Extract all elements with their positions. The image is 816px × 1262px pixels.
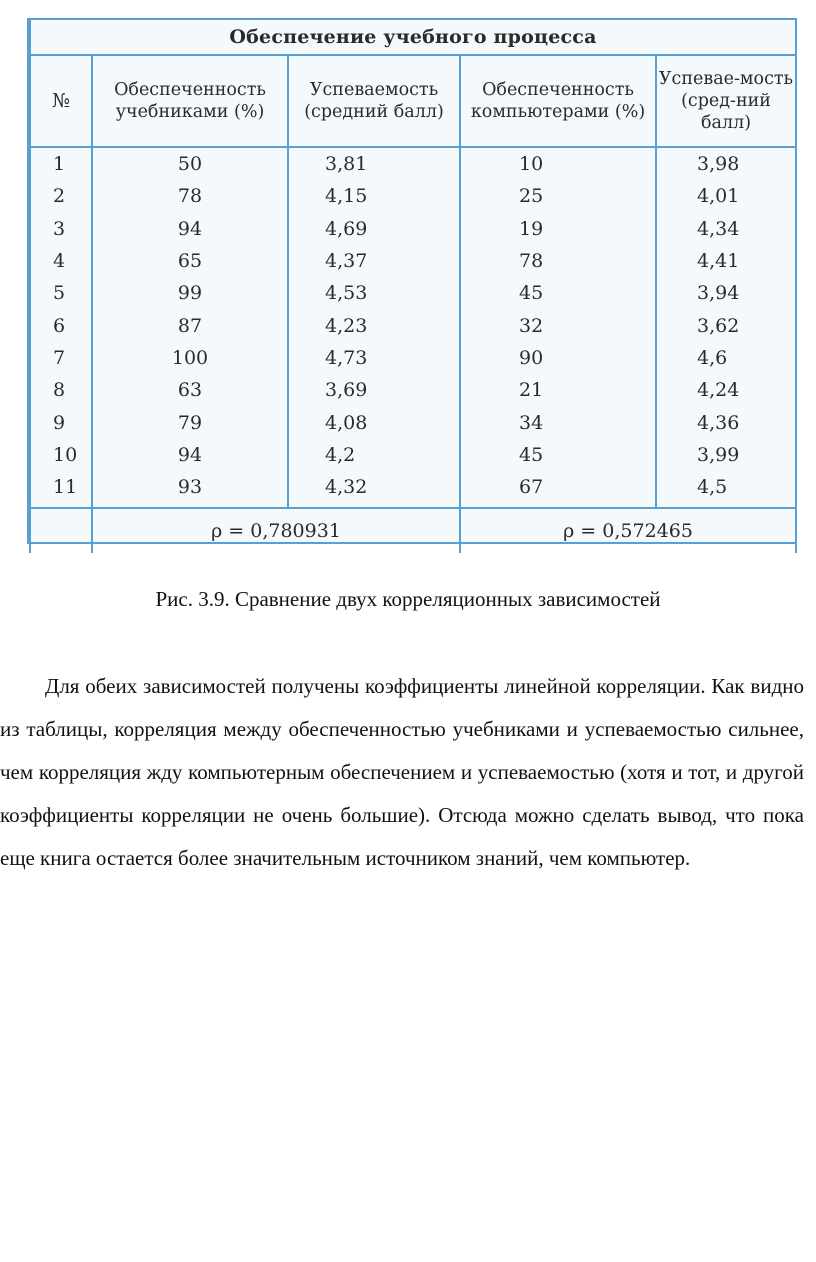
cell-books-pct: 99 bbox=[92, 277, 288, 309]
header-num: № bbox=[30, 55, 92, 147]
header-books-pct: Обеспеченность учебниками (%) bbox=[92, 55, 288, 147]
cell-comp-grade: 3,94 bbox=[656, 277, 796, 309]
cell-books-pct: 65 bbox=[92, 245, 288, 277]
table-title: Обеспечение учебного процесса bbox=[30, 20, 796, 55]
cell-num: 2 bbox=[30, 180, 92, 212]
cell-books-grade: 4,08 bbox=[288, 406, 460, 438]
cell-comp-grade: 3,99 bbox=[656, 439, 796, 471]
cell-comp-grade: 4,36 bbox=[656, 406, 796, 438]
table-row bbox=[30, 213, 796, 245]
cell-comp-pct: 45 bbox=[460, 439, 656, 471]
header-comp-pct: Обеспеченность компьютерами (%) bbox=[460, 55, 656, 147]
table-header-row bbox=[30, 55, 796, 147]
table-row bbox=[30, 471, 796, 508]
table-row bbox=[30, 374, 796, 406]
cell-books-grade: 4,69 bbox=[288, 213, 460, 245]
cell-books-pct: 94 bbox=[92, 213, 288, 245]
cell-num: 5 bbox=[30, 277, 92, 309]
header-books-grade: Успеваемость (средний балл) bbox=[288, 55, 460, 147]
cell-comp-pct: 21 bbox=[460, 374, 656, 406]
cell-num: 4 bbox=[30, 245, 92, 277]
cell-books-pct: 50 bbox=[92, 147, 288, 180]
correlation-table-figure bbox=[27, 18, 797, 544]
table-row bbox=[30, 309, 796, 341]
cell-comp-grade: 4,5 bbox=[656, 471, 796, 508]
cell-books-grade: 4,37 bbox=[288, 245, 460, 277]
cell-comp-grade: 4,41 bbox=[656, 245, 796, 277]
correlation-empty-cell bbox=[30, 508, 92, 553]
cell-books-grade: 4,32 bbox=[288, 471, 460, 508]
cell-books-grade: 4,23 bbox=[288, 309, 460, 341]
cell-comp-pct: 45 bbox=[460, 277, 656, 309]
cell-books-pct: 93 bbox=[92, 471, 288, 508]
cell-comp-grade: 4,24 bbox=[656, 374, 796, 406]
cell-comp-pct: 78 bbox=[460, 245, 656, 277]
cell-comp-pct: 10 bbox=[460, 147, 656, 180]
cell-books-pct: 94 bbox=[92, 439, 288, 471]
cell-num: 8 bbox=[30, 374, 92, 406]
cell-comp-grade: 4,6 bbox=[656, 342, 796, 374]
cell-comp-pct: 32 bbox=[460, 309, 656, 341]
correlation-table bbox=[29, 20, 797, 553]
cell-comp-grade: 4,01 bbox=[656, 180, 796, 212]
cell-comp-pct: 90 bbox=[460, 342, 656, 374]
table-body bbox=[30, 147, 796, 508]
table-row bbox=[30, 277, 796, 309]
cell-books-pct: 78 bbox=[92, 180, 288, 212]
table-row bbox=[30, 406, 796, 438]
cell-comp-grade: 3,98 bbox=[656, 147, 796, 180]
body-paragraph: Для обеих зависимостей получены коэффициенты линейной корреляции. Как видно из таблицы, корреляция между обеспеченностью учебниками и успеваемостью сильнее, чем корреляция жду компьютерным обеспечением и успеваемостью (хотя и тот, и другой коэффициенты корреляции не очень большие). Отсюда можно сделать вывод, что пока еще книга остается более значительным источником знаний, чем компьютер. bbox=[0, 674, 804, 870]
rho-books: ρ = 0,780931 bbox=[92, 508, 460, 553]
table-row bbox=[30, 342, 796, 374]
table-row bbox=[30, 180, 796, 212]
cell-num: 7 bbox=[30, 342, 92, 374]
cell-num: 6 bbox=[30, 309, 92, 341]
correlation-row bbox=[30, 508, 796, 553]
cell-books-grade: 3,81 bbox=[288, 147, 460, 180]
cell-num: 10 bbox=[30, 439, 92, 471]
cell-num: 1 bbox=[30, 147, 92, 180]
cell-comp-pct: 67 bbox=[460, 471, 656, 508]
cell-books-grade: 3,69 bbox=[288, 374, 460, 406]
cell-comp-grade: 4,34 bbox=[656, 213, 796, 245]
cell-books-grade: 4,53 bbox=[288, 277, 460, 309]
cell-books-grade: 4,15 bbox=[288, 180, 460, 212]
cell-num: 11 bbox=[30, 471, 92, 508]
cell-books-grade: 4,2 bbox=[288, 439, 460, 471]
cell-num: 3 bbox=[30, 213, 92, 245]
cell-books-pct: 100 bbox=[92, 342, 288, 374]
figure-caption: Рис. 3.9. Сравнение двух корреляционных зависимостей bbox=[155, 587, 661, 611]
table-row bbox=[30, 245, 796, 277]
rho-computers: ρ = 0,572465 bbox=[460, 508, 796, 553]
header-comp-grade: Успевае-мость (сред-ний балл) bbox=[656, 55, 796, 147]
cell-comp-pct: 25 bbox=[460, 180, 656, 212]
cell-books-pct: 79 bbox=[92, 406, 288, 438]
cell-comp-pct: 19 bbox=[460, 213, 656, 245]
table-row bbox=[30, 147, 796, 180]
cell-num: 9 bbox=[30, 406, 92, 438]
cell-comp-pct: 34 bbox=[460, 406, 656, 438]
cell-books-pct: 87 bbox=[92, 309, 288, 341]
table-row bbox=[30, 439, 796, 471]
cell-comp-grade: 3,62 bbox=[656, 309, 796, 341]
cell-books-pct: 63 bbox=[92, 374, 288, 406]
cell-books-grade: 4,73 bbox=[288, 342, 460, 374]
